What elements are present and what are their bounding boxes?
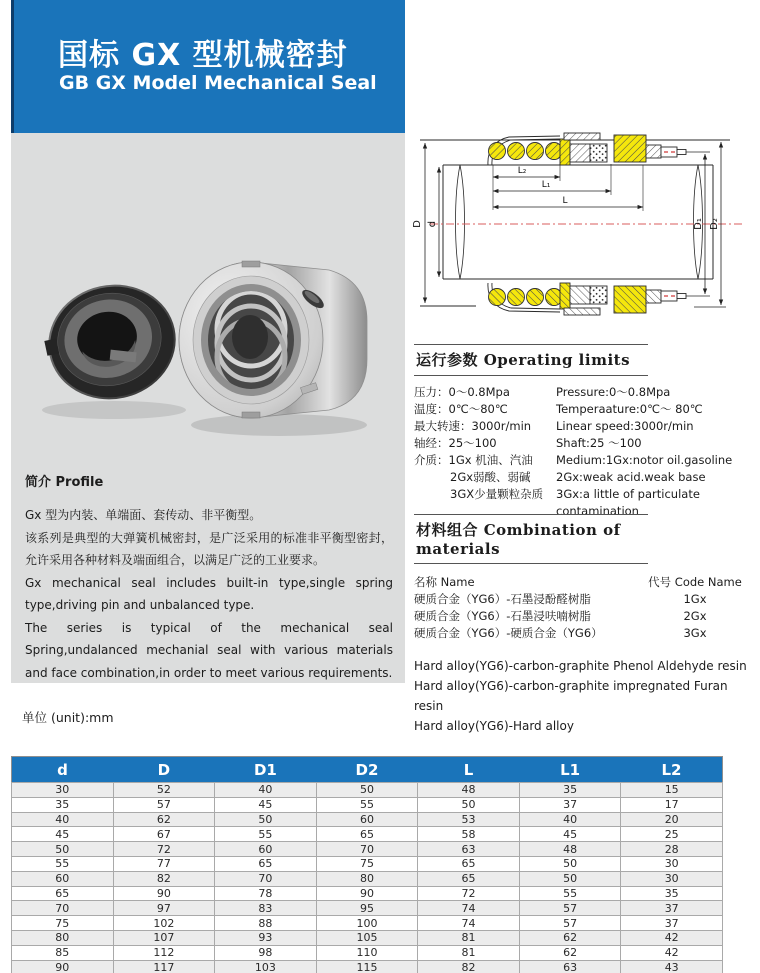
- table-cell: 65: [215, 856, 317, 871]
- table-cell: 83: [215, 901, 317, 916]
- dim-col-header: L: [418, 757, 520, 783]
- table-cell: 40: [215, 783, 317, 798]
- shadow: [191, 414, 367, 436]
- op-row: [414, 401, 750, 418]
- op-en: Shaft:25 ～100: [556, 436, 642, 450]
- table-cell: 78: [215, 886, 317, 901]
- table-row: [12, 886, 723, 901]
- dim-col-header: L1: [519, 757, 621, 783]
- table-row: [12, 930, 723, 945]
- dim-label-d: d: [427, 220, 438, 228]
- table-cell: 70: [316, 842, 418, 857]
- table-cell: 85: [12, 945, 114, 960]
- table-row: [12, 871, 723, 886]
- dim-col-header: D1: [215, 757, 317, 783]
- table-row: [12, 797, 723, 812]
- dim-label-L2: L₂: [517, 166, 527, 176]
- materials-notes: [414, 656, 750, 736]
- profile-zh-line1: Gx 型为内装、单端面、套传动、非平衡型。: [25, 508, 262, 522]
- table-cell: 70: [12, 901, 114, 916]
- materials-heading: 材料组合 Combination of materials: [414, 514, 648, 564]
- table-row: [12, 842, 723, 857]
- op-en: Pressure:0～0.8Mpa: [556, 385, 671, 399]
- table-cell: 37: [621, 916, 723, 931]
- table-cell: 17: [621, 797, 723, 812]
- table-cell: 45: [215, 797, 317, 812]
- table-cell: 42: [621, 930, 723, 945]
- table-cell: 35: [621, 886, 723, 901]
- table-cell: 62: [519, 945, 621, 960]
- table-row: [12, 901, 723, 916]
- material-code: 2Gx: [683, 609, 707, 623]
- materials-note: Hard alloy(YG6)-carbon-graphite Phenol Aldehyde resin: [414, 659, 747, 673]
- table-row: [12, 856, 723, 871]
- table-cell: 103: [215, 960, 317, 973]
- table-cell: 28: [621, 842, 723, 857]
- table-cell: 60: [215, 842, 317, 857]
- table-cell: 62: [113, 812, 215, 827]
- table-cell: 30: [621, 856, 723, 871]
- table-cell: 105: [316, 930, 418, 945]
- table-cell: 72: [418, 886, 520, 901]
- table-cell: 40: [519, 812, 621, 827]
- material-name: 硬质合金（YG6）-石墨浸酚醛树脂: [414, 592, 591, 606]
- table-cell: 90: [12, 960, 114, 973]
- dim-table-head: [12, 757, 723, 783]
- table-row: [12, 945, 723, 960]
- table-cell: 50: [215, 812, 317, 827]
- materials-section: [414, 514, 750, 736]
- table-cell: 53: [418, 812, 520, 827]
- material-code: 1Gx: [683, 592, 707, 606]
- table-cell: 50: [418, 797, 520, 812]
- table-cell: 98: [215, 945, 317, 960]
- table-cell: 40: [12, 812, 114, 827]
- table-cell: 70: [215, 871, 317, 886]
- table-cell: 35: [519, 783, 621, 798]
- dim-col-header: D2: [316, 757, 418, 783]
- table-cell: 110: [316, 945, 418, 960]
- material-name: 硬质合金（YG6）-硬质合金（YG6）: [414, 626, 603, 640]
- table-cell: 58: [418, 827, 520, 842]
- table-cell: 93: [215, 930, 317, 945]
- seal-assembly-top: [488, 133, 710, 165]
- op-en: 2Gx:weak acid.weak base: [556, 470, 706, 484]
- dim-label-D2: D₂: [709, 218, 720, 230]
- table-cell: 65: [12, 886, 114, 901]
- table-cell: 90: [113, 886, 215, 901]
- table-cell: 43: [621, 960, 723, 973]
- photo-panel: [11, 133, 405, 683]
- table-cell: 45: [519, 827, 621, 842]
- table-cell: 75: [316, 856, 418, 871]
- dimension-lines: [425, 142, 726, 307]
- op-row: [414, 418, 750, 435]
- table-cell: 67: [113, 827, 215, 842]
- dim-label-L1: L₁: [541, 180, 551, 190]
- material-code: 3Gx: [683, 626, 707, 640]
- table-cell: 55: [215, 827, 317, 842]
- metal-seal-head: [179, 261, 367, 418]
- table-cell: 80: [12, 930, 114, 945]
- table-row: [12, 960, 723, 973]
- page-title-zh: 国标 GX 型机械密封: [58, 38, 348, 73]
- op-en: 3Gx:a little of particulate contamination: [556, 487, 700, 518]
- table-cell: 50: [12, 842, 114, 857]
- profile-zh-line2: 该系列是典型的大弹簧机械密封，是广泛采用的标准非平衡型密封，允许采用各种材料及端面组合，以满足广泛的工业要求。: [25, 530, 393, 567]
- table-cell: 57: [113, 797, 215, 812]
- table-cell: 52: [113, 783, 215, 798]
- table-cell: 48: [418, 783, 520, 798]
- table-cell: 55: [12, 856, 114, 871]
- operating-limits-section: [414, 344, 750, 520]
- profile-heading: 简介 Profile: [25, 475, 104, 490]
- op-row: [414, 384, 750, 401]
- table-cell: 25: [621, 827, 723, 842]
- op-zh: 最大转速：3000r/min: [414, 419, 532, 433]
- table-cell: 48: [519, 842, 621, 857]
- table-cell: 20: [621, 812, 723, 827]
- table-cell: 50: [519, 856, 621, 871]
- table-cell: 37: [621, 901, 723, 916]
- table-cell: 65: [316, 827, 418, 842]
- table-cell: 74: [418, 901, 520, 916]
- table-cell: 97: [113, 901, 215, 916]
- technical-drawing: [412, 116, 758, 324]
- table-cell: 62: [519, 930, 621, 945]
- table-cell: 81: [418, 930, 520, 945]
- dim-label-L: L: [562, 196, 568, 206]
- table-cell: 50: [519, 871, 621, 886]
- header-band: [11, 0, 405, 133]
- table-cell: 90: [316, 886, 418, 901]
- table-cell: 72: [113, 842, 215, 857]
- table-cell: 63: [519, 960, 621, 973]
- dim-table-body: [12, 783, 723, 973]
- page-title-en: GB GX Model Mechanical Seal: [59, 72, 377, 94]
- table-cell: 37: [519, 797, 621, 812]
- op-en: Linear speed:3000r/min: [556, 419, 694, 433]
- table-cell: 81: [418, 945, 520, 960]
- table-cell: 88: [215, 916, 317, 931]
- shaft-outline: [420, 140, 730, 306]
- product-photo: [11, 225, 405, 487]
- shadow: [42, 401, 186, 419]
- table-cell: 80: [316, 871, 418, 886]
- profile-en-para1: Gx mechanical seal includes built-in type,single spring type,driving pin and unbalanced type.: [25, 575, 393, 612]
- op-en: Temperaature:0℃～ 80℃: [556, 402, 703, 416]
- op-zh: 轴经：25～100: [414, 436, 497, 450]
- table-cell: 45: [12, 827, 114, 842]
- materials-col-name: 名称 Name: [414, 575, 475, 589]
- table-row: [12, 812, 723, 827]
- table-cell: 115: [316, 960, 418, 973]
- table-cell: 75: [12, 916, 114, 931]
- materials-table: [414, 574, 750, 642]
- dim-col-header: d: [12, 757, 114, 783]
- table-cell: 117: [113, 960, 215, 973]
- seal-assembly-bottom: [488, 283, 710, 315]
- op-zh: 3GX少量颗粒杂质: [450, 487, 544, 501]
- table-cell: 100: [316, 916, 418, 931]
- table-cell: 60: [316, 812, 418, 827]
- materials-col-code: 代号 Code Name: [648, 575, 742, 589]
- table-cell: 55: [316, 797, 418, 812]
- op-en: Medium:1Gx:notor oil.gasoline: [556, 453, 733, 467]
- op-zh: 压力：0～0.8Mpa: [414, 385, 510, 399]
- dimension-table: [11, 756, 723, 973]
- table-cell: 42: [621, 945, 723, 960]
- profile-en-para2: The series is typical of the mechanical seal Spring,undalanced mechanial seal with various materials and face combination,in order to meet various requirements.: [25, 620, 393, 680]
- op-row: [414, 435, 750, 452]
- operating-limits-heading: 运行参数 Operating limits: [414, 344, 648, 376]
- table-cell: 50: [316, 783, 418, 798]
- table-cell: 95: [316, 901, 418, 916]
- table-cell: 57: [519, 916, 621, 931]
- table-cell: 82: [418, 960, 520, 973]
- profile-section: [25, 471, 393, 684]
- table-cell: 77: [113, 856, 215, 871]
- table-cell: 82: [113, 871, 215, 886]
- table-cell: 112: [113, 945, 215, 960]
- op-row: [414, 452, 750, 469]
- table-cell: 107: [113, 930, 215, 945]
- dim-label-D1: D₁: [693, 218, 704, 230]
- table-cell: 60: [12, 871, 114, 886]
- unit-label: 单位 (unit):mm: [22, 710, 114, 725]
- table-cell: 30: [12, 783, 114, 798]
- table-row: [12, 783, 723, 798]
- materials-note: Hard alloy(YG6)-carbon-graphite impregnated Furan resin: [414, 679, 728, 713]
- table-cell: 74: [418, 916, 520, 931]
- dim-col-header: D: [113, 757, 215, 783]
- table-cell: 30: [621, 871, 723, 886]
- op-row: [414, 469, 750, 486]
- table-cell: 57: [519, 901, 621, 916]
- operating-limits-rows: [414, 384, 750, 520]
- table-cell: 15: [621, 783, 723, 798]
- table-cell: 65: [418, 856, 520, 871]
- table-row: [12, 916, 723, 931]
- materials-note: Hard alloy(YG6)-Hard alloy: [414, 719, 574, 733]
- op-zh: 介质：1Gx 机油、汽油: [414, 453, 533, 467]
- dim-label-D: D: [412, 220, 423, 228]
- dim-table-header-row: [12, 757, 723, 783]
- table-cell: 35: [12, 797, 114, 812]
- table-cell: 65: [418, 871, 520, 886]
- carbon-seat-ring: [36, 273, 187, 412]
- table-cell: 102: [113, 916, 215, 931]
- dim-col-header: L2: [621, 757, 723, 783]
- op-zh: 2Gx弱酸、弱碱: [450, 470, 531, 484]
- op-zh: 温度：0℃～80℃: [414, 402, 508, 416]
- table-cell: 63: [418, 842, 520, 857]
- table-cell: 55: [519, 886, 621, 901]
- table-row: [12, 827, 723, 842]
- material-name: 硬质合金（YG6）-石墨浸呋喃树脂: [414, 609, 591, 623]
